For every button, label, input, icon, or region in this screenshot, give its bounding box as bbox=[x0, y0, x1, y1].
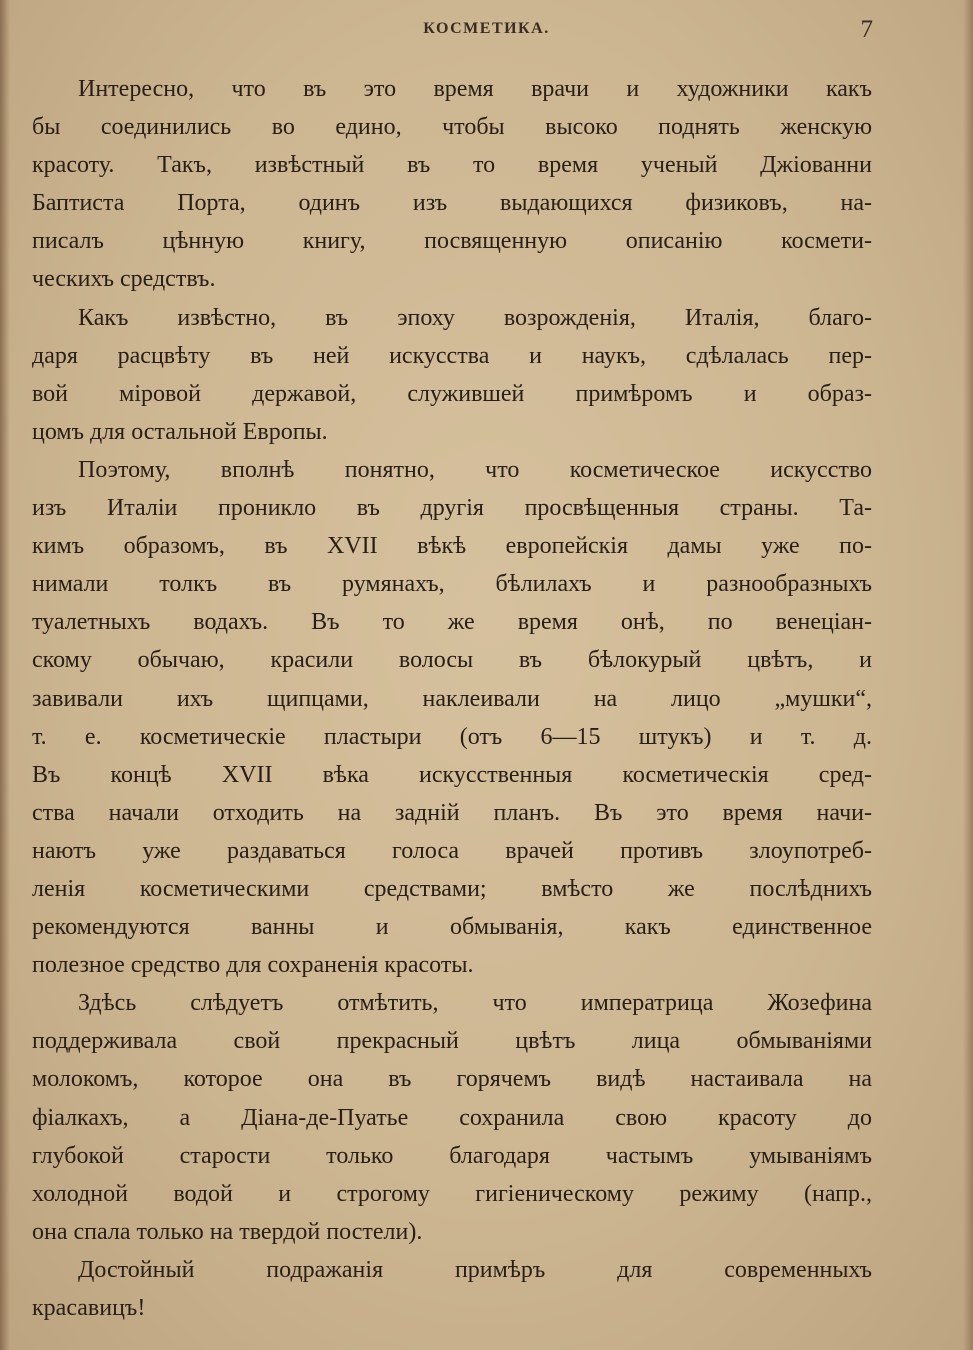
paragraph bbox=[32, 984, 872, 1251]
text-line: Достойный подражанія примѣръ для современныхъ bbox=[78, 1256, 872, 1283]
text-line: холодной водой и строгому гигіеническому режиму (напр., bbox=[32, 1180, 872, 1207]
text-line: скому обычаю, красили волосы въ бѣлокурый цвѣтъ, и bbox=[32, 647, 872, 674]
text-line: рекомендуются ванны и обмыванія, какъ единственное bbox=[32, 914, 872, 941]
text-line: т. е. косметическіе пластыри (отъ 6—15 штукъ) и т. д. bbox=[32, 723, 872, 750]
text-line: Поэтому, вполнѣ понятно, что косметическое искусство bbox=[78, 456, 872, 483]
text-line: нимали толкъ въ румянахъ, бѣлилахъ и разнообразныхъ bbox=[32, 571, 872, 598]
text-line: писалъ цѣнную книгу, посвященную описанію космети- bbox=[32, 228, 872, 255]
text-line: даря расцвѣту въ ней искусства и наукъ, сдѣлалась пер- bbox=[32, 342, 872, 369]
paragraph bbox=[32, 299, 872, 451]
text-line: туалетныхъ водахъ. Въ то же время онѣ, по венеціан- bbox=[32, 609, 872, 636]
text-body bbox=[32, 70, 872, 1327]
text-line: цомъ для остальной Европы. bbox=[32, 418, 328, 445]
text-line: завивали ихъ щипцами, наклеивали на лицо „мушки“, bbox=[32, 685, 872, 712]
text-line: Въ концѣ XVII вѣка искусственныя косметическія сред- bbox=[32, 761, 872, 788]
text-line: изъ Италіи проникло въ другія просвѣщенныя страны. Та- bbox=[32, 495, 872, 522]
page-edge-right bbox=[963, 0, 973, 1350]
text-line: ческихъ средствъ. bbox=[32, 266, 216, 293]
text-line: фіалкахъ, а Діана-де-Пуатье сохранила свою красоту до bbox=[32, 1104, 872, 1131]
text-line: Здѣсь слѣдуетъ отмѣтить, что императрица Жозефина bbox=[78, 990, 872, 1017]
text-line: ленія косметическими средствами; вмѣсто же послѣднихъ bbox=[32, 875, 872, 902]
text-line: Какъ извѣстно, въ эпоху возрожденія, Италія, благо- bbox=[78, 304, 872, 331]
page-edge-left bbox=[0, 0, 10, 1350]
text-line: кимъ образомъ, въ XVII вѣкѣ европейскія дамы уже по- bbox=[32, 533, 872, 560]
text-line: вой міровой державой, служившей примѣромъ и образ- bbox=[32, 380, 872, 407]
text-line: наютъ уже раздаваться голоса врачей противъ злоупотреб- bbox=[32, 837, 872, 864]
text-line: красавицъ! bbox=[32, 1295, 146, 1321]
text-line: глубокой старости только благодаря частымъ умываніямъ bbox=[32, 1142, 872, 1169]
text-line: поддерживала свой прекрасный цвѣтъ лица обмываніями bbox=[32, 1028, 872, 1055]
paragraph bbox=[32, 70, 872, 299]
text-line: Интересно, что въ это время врачи и художники какъ bbox=[78, 76, 872, 102]
text-line: полезное средство для сохраненія красоты. bbox=[32, 952, 474, 979]
page-number: 7 bbox=[860, 16, 873, 43]
text-line: красоту. Такъ, извѣстный въ то время ученый Джіованни bbox=[32, 152, 872, 179]
paragraph bbox=[32, 1251, 872, 1327]
text-line: она спала только на твердой постели). bbox=[32, 1218, 423, 1245]
text-line: ства начали отходить на задній планъ. Въ это время начи- bbox=[32, 799, 872, 826]
text-line: Баптиста Порта, одинъ изъ выдающихся физиковъ, на- bbox=[32, 190, 872, 217]
running-title: КОСМЕТИКА. bbox=[423, 20, 550, 37]
text-line: бы соединились во едино, чтобы высоко поднять женскую bbox=[32, 114, 872, 141]
running-head bbox=[0, 16, 973, 46]
paragraph bbox=[32, 451, 872, 984]
text-line: молокомъ, которое она въ горячемъ видѣ настаивала на bbox=[32, 1066, 872, 1093]
